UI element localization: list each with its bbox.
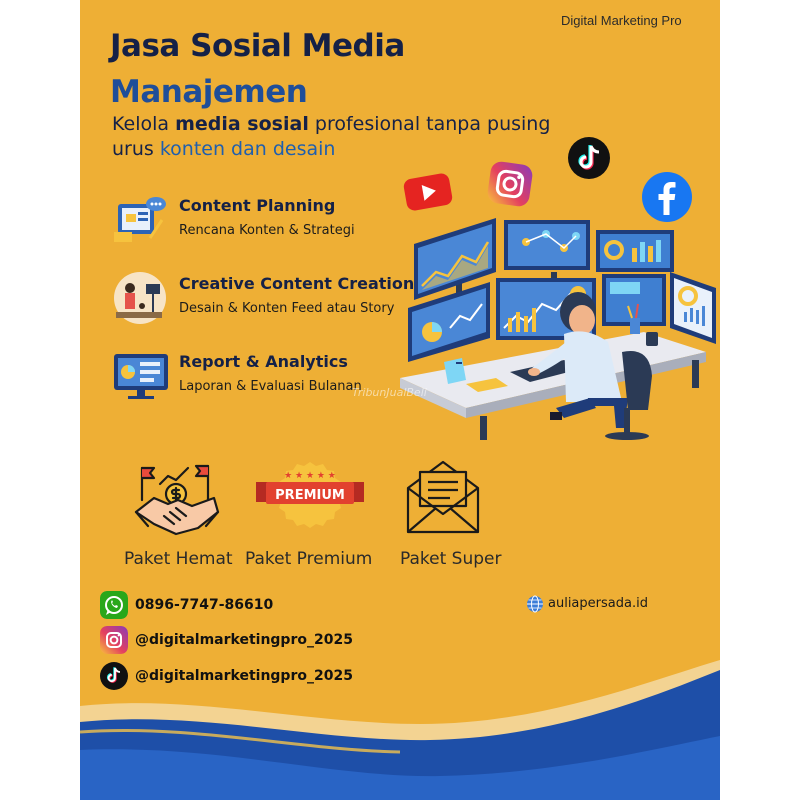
service-description: Laporan & Evaluasi Bulanan	[179, 379, 362, 394]
content-creation-icon	[110, 272, 170, 324]
analytics-icon	[110, 350, 170, 402]
service-description: Rencana Konten & Strategi	[179, 223, 355, 238]
tagline-part-2: media sosial	[175, 113, 309, 135]
tiktok-icon	[567, 136, 611, 180]
service-title: Content Planning	[179, 196, 336, 215]
envelope-icon	[402, 458, 484, 536]
package-label: Paket Super	[400, 549, 502, 569]
instagram-icon	[486, 160, 534, 208]
bottom-wave	[80, 654, 720, 800]
package-label: Paket Hemat	[124, 549, 233, 569]
instagram-icon	[100, 626, 128, 654]
poster	[80, 0, 720, 800]
service-title: Report & Analytics	[179, 352, 348, 371]
contact-instagram[interactable]: @digitalmarketingpro_2025	[135, 632, 353, 648]
globe-icon	[526, 595, 544, 613]
tagline-part-1: Kelola	[112, 113, 176, 135]
title-line-2: Manajemen	[110, 74, 308, 110]
premium-badge-text: PREMIUM	[275, 488, 345, 503]
whatsapp-icon	[100, 591, 128, 619]
brand-name: Digital Marketing Pro	[561, 13, 682, 28]
tagline-part-4: konten dan desain	[159, 138, 336, 160]
tagline-part-3: profesional tanpa pusing urus	[112, 113, 551, 160]
contact-tiktok[interactable]: @digitalmarketingpro_2025	[135, 668, 353, 684]
service-description: Desain & Konten Feed atau Story	[179, 301, 395, 316]
premium-badge-icon	[256, 458, 364, 538]
workstation-illustration	[396, 212, 718, 444]
watermark: TribunJualBeli	[352, 386, 427, 399]
package-label: Paket Premium	[245, 549, 373, 569]
service-title: Creative Content Creation	[179, 274, 415, 293]
tagline	[112, 112, 572, 162]
title-line-1: Jasa Sosial Media	[110, 28, 405, 64]
contact-phone[interactable]: 0896-7747-86610	[135, 597, 274, 613]
website-link[interactable]: auliapersada.id	[548, 596, 648, 611]
planning-icon	[110, 194, 170, 246]
svg-text:★ ★ ★ ★ ★: ★ ★ ★ ★ ★	[284, 471, 336, 481]
youtube-icon	[402, 170, 454, 214]
handshake-icon	[134, 460, 220, 538]
